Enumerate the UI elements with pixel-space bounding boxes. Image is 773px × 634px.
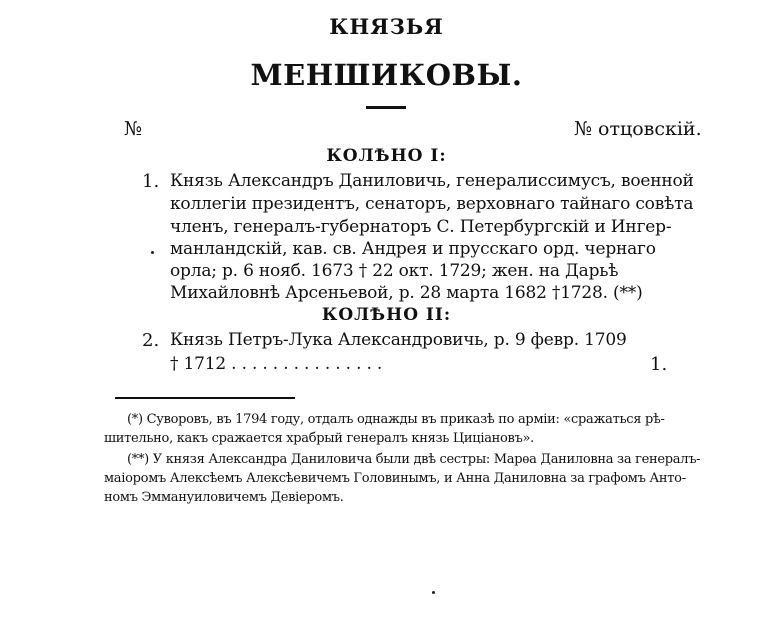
- father-number-2: 1.: [650, 354, 668, 375]
- footnote-1-line-1: (*) Суворовъ, въ 1794 году, отдалъ однажды въ приказѣ по арміи: «сражаться рѣ-: [127, 412, 665, 427]
- entry-1-line-2: коллегіи президентъ, сенаторъ, верховнаго тайнаго совѣта: [170, 194, 694, 214]
- footnote-rule: [115, 397, 295, 399]
- print-speck: [151, 251, 154, 254]
- footnote-2-line-3: номъ Эммануиловичемъ Девіеромъ.: [104, 490, 344, 505]
- entry-number-2: 2.: [142, 330, 160, 351]
- entry-1-line-4: манландскій, кав. св. Андрея и прусскаго орд. чернаго: [170, 239, 656, 259]
- footnote-2-line-1: (**) У князя Александра Даниловича были двѣ сестры: Марѳа Даниловна за генералъ-: [127, 452, 701, 467]
- entry-2-line-2: † 1712 . . . . . . . . . . . . . . .: [170, 354, 383, 374]
- entry-1-line-1: Князь Александръ Даниловичь, генералиссимусъ, военной: [170, 171, 694, 191]
- column-header-father: № отцовскій.: [574, 118, 702, 140]
- title-divider: [366, 106, 406, 109]
- entry-2-line-1: Князь Петръ-Лука Александровичь, р. 9 февр. 1709: [170, 330, 627, 350]
- entry-1-line-5: орла; р. 6 нояб. 1673 † 22 окт. 1729; жен. на Дарьѣ: [170, 261, 619, 281]
- footnote-2-line-2: маіоромъ Алексѣемъ Алексѣевичемъ Головинымъ, и Анна Даниловна за графомъ Анто-: [104, 471, 686, 486]
- generation-heading-1: КОЛѢНО I:: [326, 146, 447, 166]
- generation-heading-2: КОЛѢНО II:: [321, 305, 452, 325]
- entry-number-1: 1.: [142, 171, 160, 192]
- entry-1-line-6: Михайловнѣ Арсеньевой, р. 28 марта 1682 †1728. (**): [170, 283, 643, 303]
- page-title-line2: МЕНШИКОВЫ.: [250, 58, 523, 92]
- page-title-line1: КНЯЗЬЯ: [329, 14, 444, 39]
- footnote-1-line-2: шительно, какъ сражается храбрый генералъ князь Цицiановъ».: [104, 431, 535, 446]
- print-speck: [432, 591, 435, 594]
- column-header-number: №: [124, 118, 142, 140]
- entry-1-line-3: членъ, генералъ-губернаторъ С. Петербургскій и Ингер-: [170, 217, 672, 237]
